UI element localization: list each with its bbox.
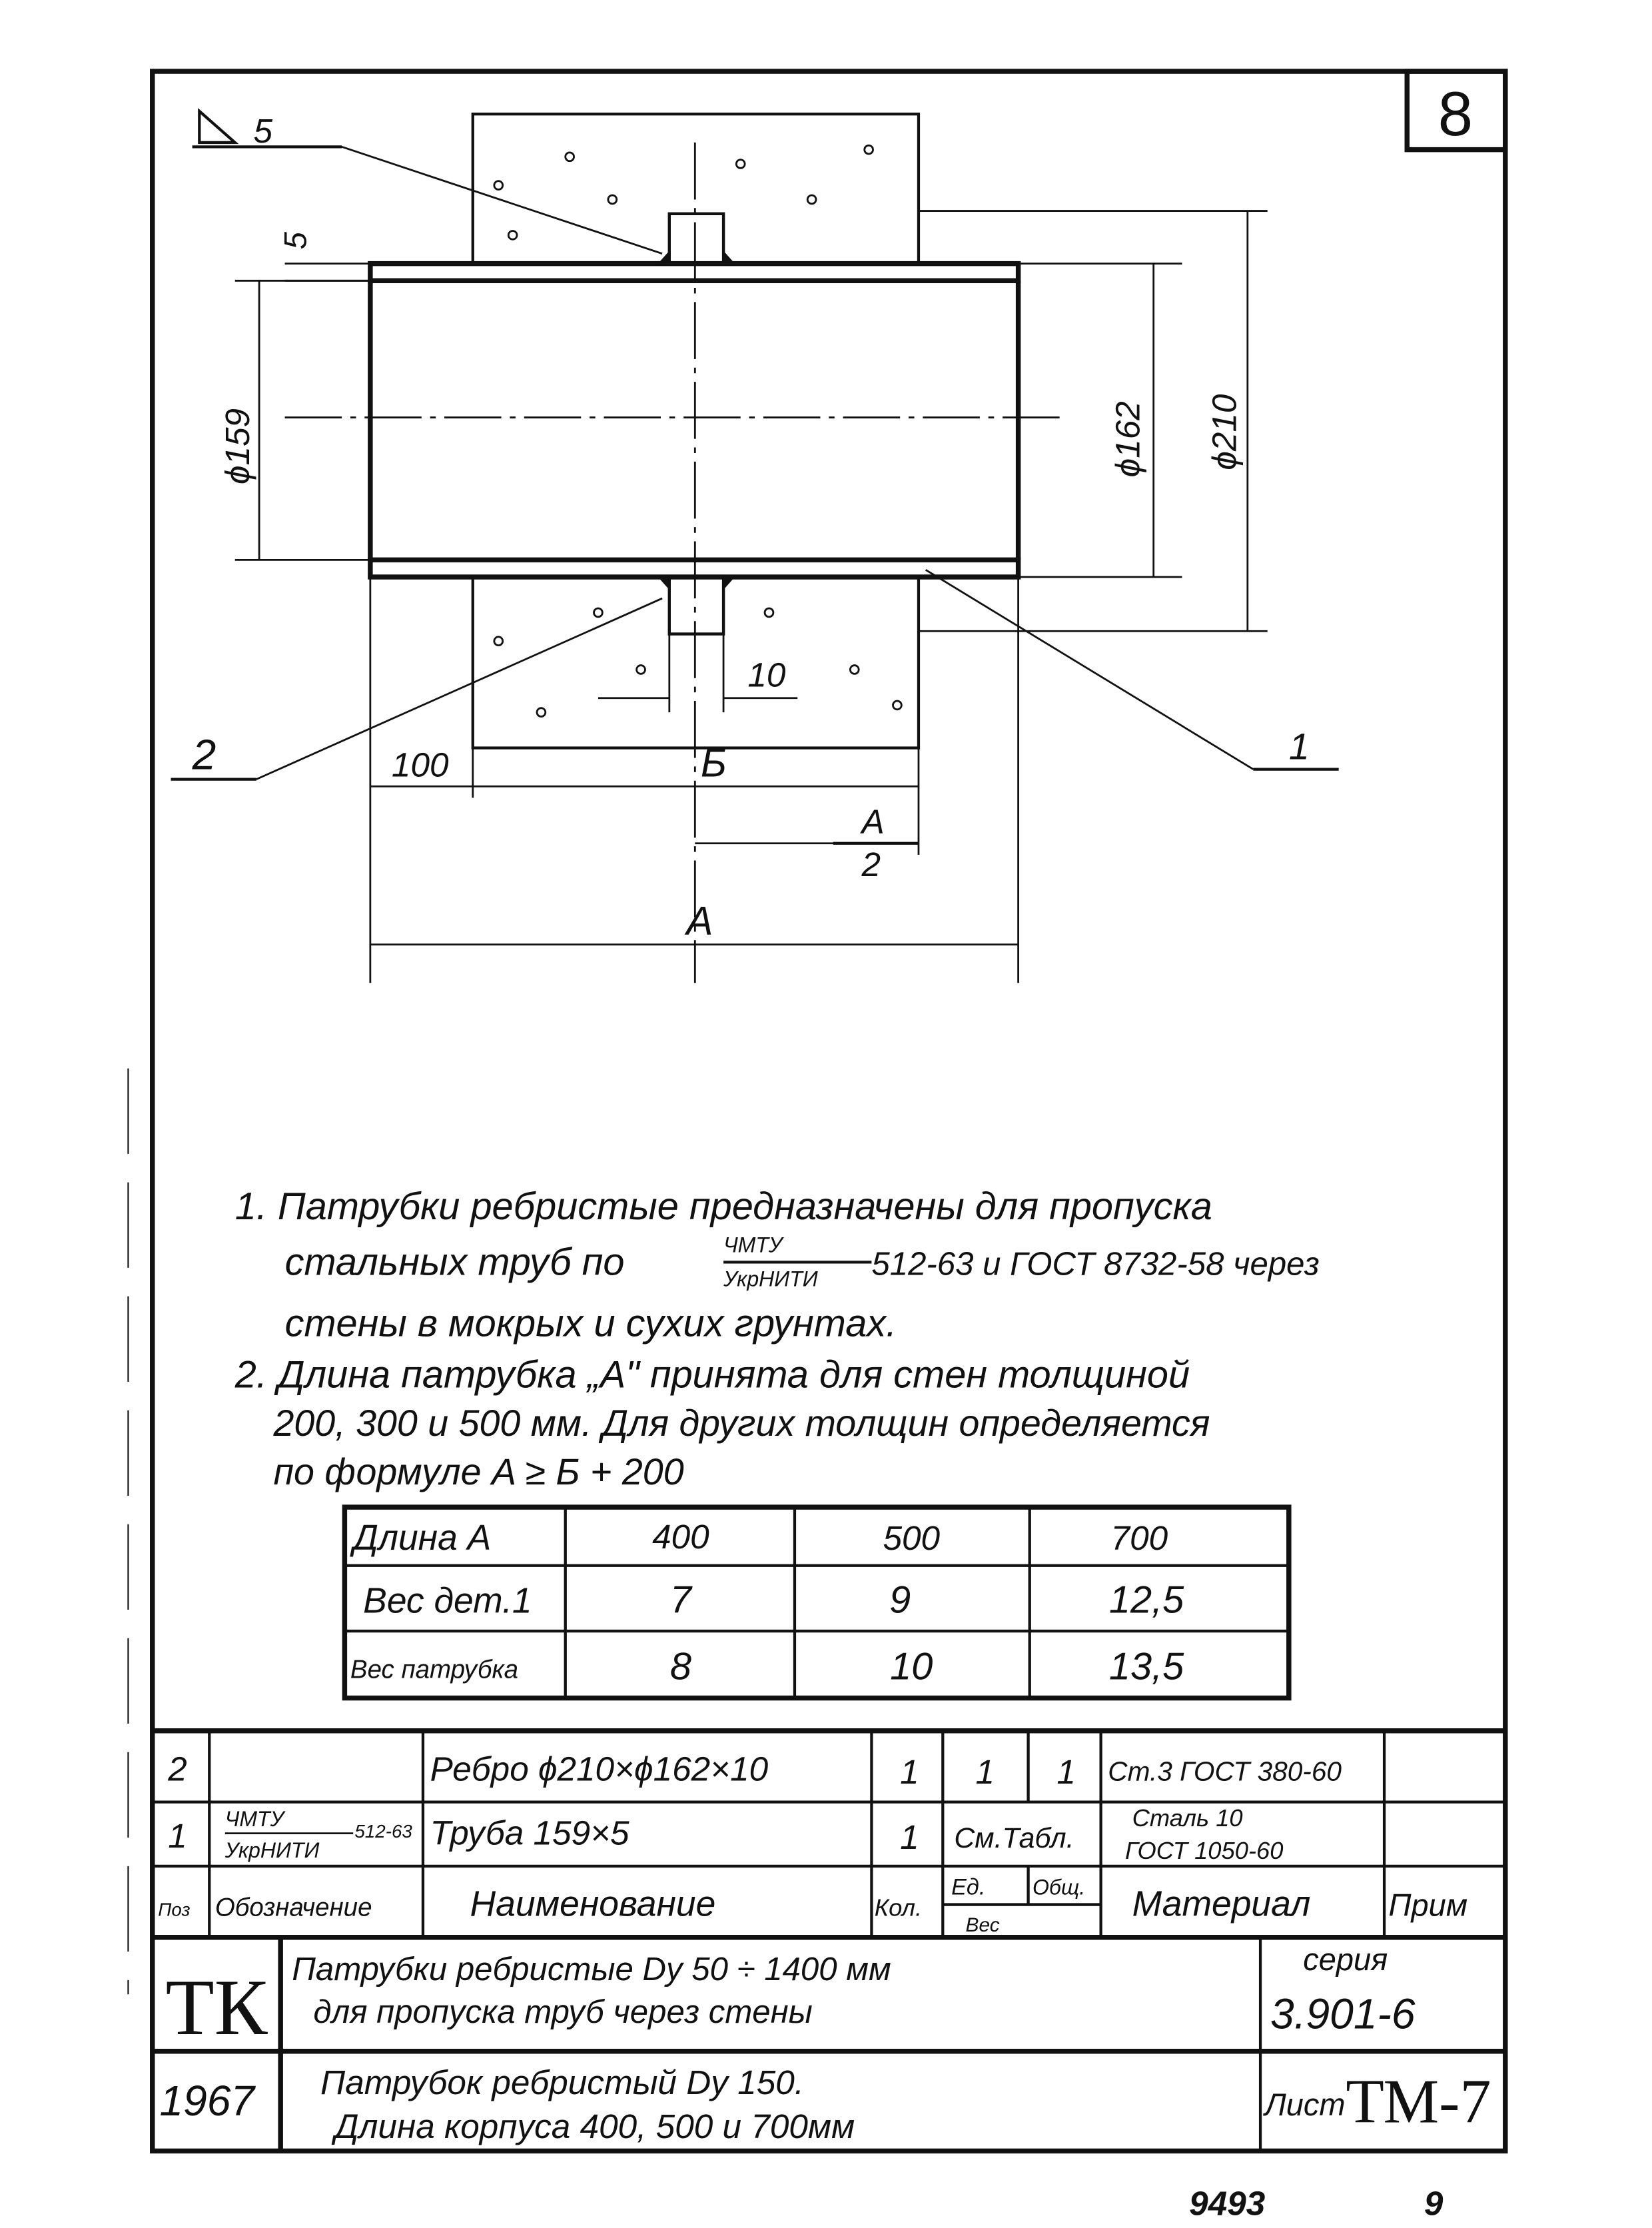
rib-bottom [669,577,723,634]
notes [234,1185,1320,1492]
dim-d210: ϕ210 [1205,394,1244,470]
organization-logo: ТК [165,1963,268,2052]
spec-total-weight: 1 [1056,1752,1076,1791]
spec-weight: См.Табл. [954,1822,1074,1855]
spec-designation-bottom: УкрНИТИ [224,1838,320,1862]
series-label: серия [1303,1941,1388,1977]
position-1-label: 1 [1288,726,1310,768]
series-title-line-1: Патрубки ребристые Dу 50 ÷ 1400 мм [292,1950,891,1987]
table-cell: 12,5 [1108,1578,1184,1622]
spec-qty: 1 [900,1752,919,1791]
series-title-line-2: для пропуска труб через стены [313,1993,813,2030]
page-number: 9 [1424,2184,1444,2223]
table-cell: 700 [1110,1519,1168,1558]
header-qty: Кол. [874,1894,923,1922]
note-1-line-2b: 512-63 и ГОСТ 8732-58 через [871,1245,1320,1283]
table-cell: 13,5 [1108,1645,1184,1688]
spec-row-1 [168,1804,1283,1864]
header-name: Наименование [470,1884,716,1924]
position-2-label: 2 [192,730,216,779]
weld-size: 5 [253,111,273,150]
note-2-line-2: 200, 300 и 500 мм. Для других толщин определяется [273,1402,1210,1444]
spec-row-2 [167,1750,1342,1791]
dim-a-half-denominator: 2 [861,845,881,883]
dim-a: A [686,898,713,943]
spec-name: Ребро ϕ210×ϕ162×10 [430,1750,769,1788]
dim-rib-thickness: 10 [747,656,786,694]
title-block [153,1938,1505,2151]
weld-symbol [193,111,663,254]
dim-100: 100 [391,746,449,784]
spec-name: Труба 159×5 [430,1814,629,1852]
table-cell: 7 [669,1578,691,1622]
archive-number: 9493 [1189,2184,1266,2223]
spec-qty: 1 [900,1818,919,1857]
spec-material: Ст.3 ГОСТ 380-60 [1108,1756,1342,1787]
spec-pos: 2 [168,1750,187,1788]
table-row [350,1646,1184,1688]
table-cell: Длина A [353,1518,492,1558]
note-1-line-2a: стальных труб по [284,1241,625,1284]
specification-table [153,1731,1505,1938]
table-row [350,1518,1168,1558]
header-pos: Поз [158,1899,191,1920]
table-cell: 10 [890,1645,933,1688]
table-cell: Вес дет.1 [363,1581,532,1621]
pipe-section-drawing [171,111,1339,983]
header-note: Прим [1388,1887,1468,1923]
spec-designation-top: ЧМТУ [224,1806,284,1831]
header-weight: Вес [965,1914,1000,1937]
table-cell: Вес патрубка [350,1655,519,1684]
dim-wall-thickness: 5 [277,232,313,250]
note-1-line-3: стены в мокрых и сухих грунтах. [284,1302,897,1345]
dim-wall-b: Б [700,740,727,786]
table-cell: 8 [669,1645,691,1688]
note-2-line-3: по формуле A ≥ Б + 200 [273,1450,684,1492]
sheet-number: 8 [1438,79,1473,149]
length-weight-table [344,1507,1288,1698]
note-1-fraction-top: ЧМТУ [723,1233,783,1257]
sheet-value: ТМ-7 [1346,2067,1491,2137]
note-2-line-1: 2. Длина патрубка „A" принята для стен толщиной [234,1353,1190,1396]
table-cell: 400 [652,1518,709,1556]
dim-d159: ϕ159 [218,408,257,485]
header-unit: Ед. [951,1874,986,1900]
table-cell: 500 [883,1519,941,1558]
note-1-line-1: 1. Патрубки ребристые предназначены для пропуска [234,1185,1212,1229]
spec-header [158,1875,1467,1937]
spec-material-line-2: ГОСТ 1050-60 [1124,1837,1284,1865]
dim-a-half-numerator: A [861,802,885,841]
spec-designation-suffix: 512-63 [354,1821,412,1842]
sheet-title-line-1: Патрубок ребристый Dу 150. [320,2063,805,2101]
spec-pos: 1 [168,1817,187,1856]
header-total: Общ. [1032,1875,1086,1900]
header-material: Материал [1132,1884,1311,1924]
series-value: 3.901-6 [1270,1989,1416,2038]
spec-material-line-1: Сталь 10 [1132,1804,1243,1832]
sheet-label: Лист [1264,2086,1346,2122]
table-cell: 9 [889,1578,911,1622]
table-row [363,1578,1184,1621]
sheet-title-line-2: Длина корпуса 400, 500 и 700мм [334,2107,855,2146]
note-1-fraction-bottom: УкрНИТИ [723,1267,818,1291]
dim-d162: ϕ162 [1108,401,1147,478]
spec-unit-weight: 1 [975,1752,995,1791]
sheet-number-box [1407,71,1505,150]
rib-top [669,214,723,264]
header-designation: Обозначение [214,1893,372,1922]
year: 1967 [159,2076,255,2125]
